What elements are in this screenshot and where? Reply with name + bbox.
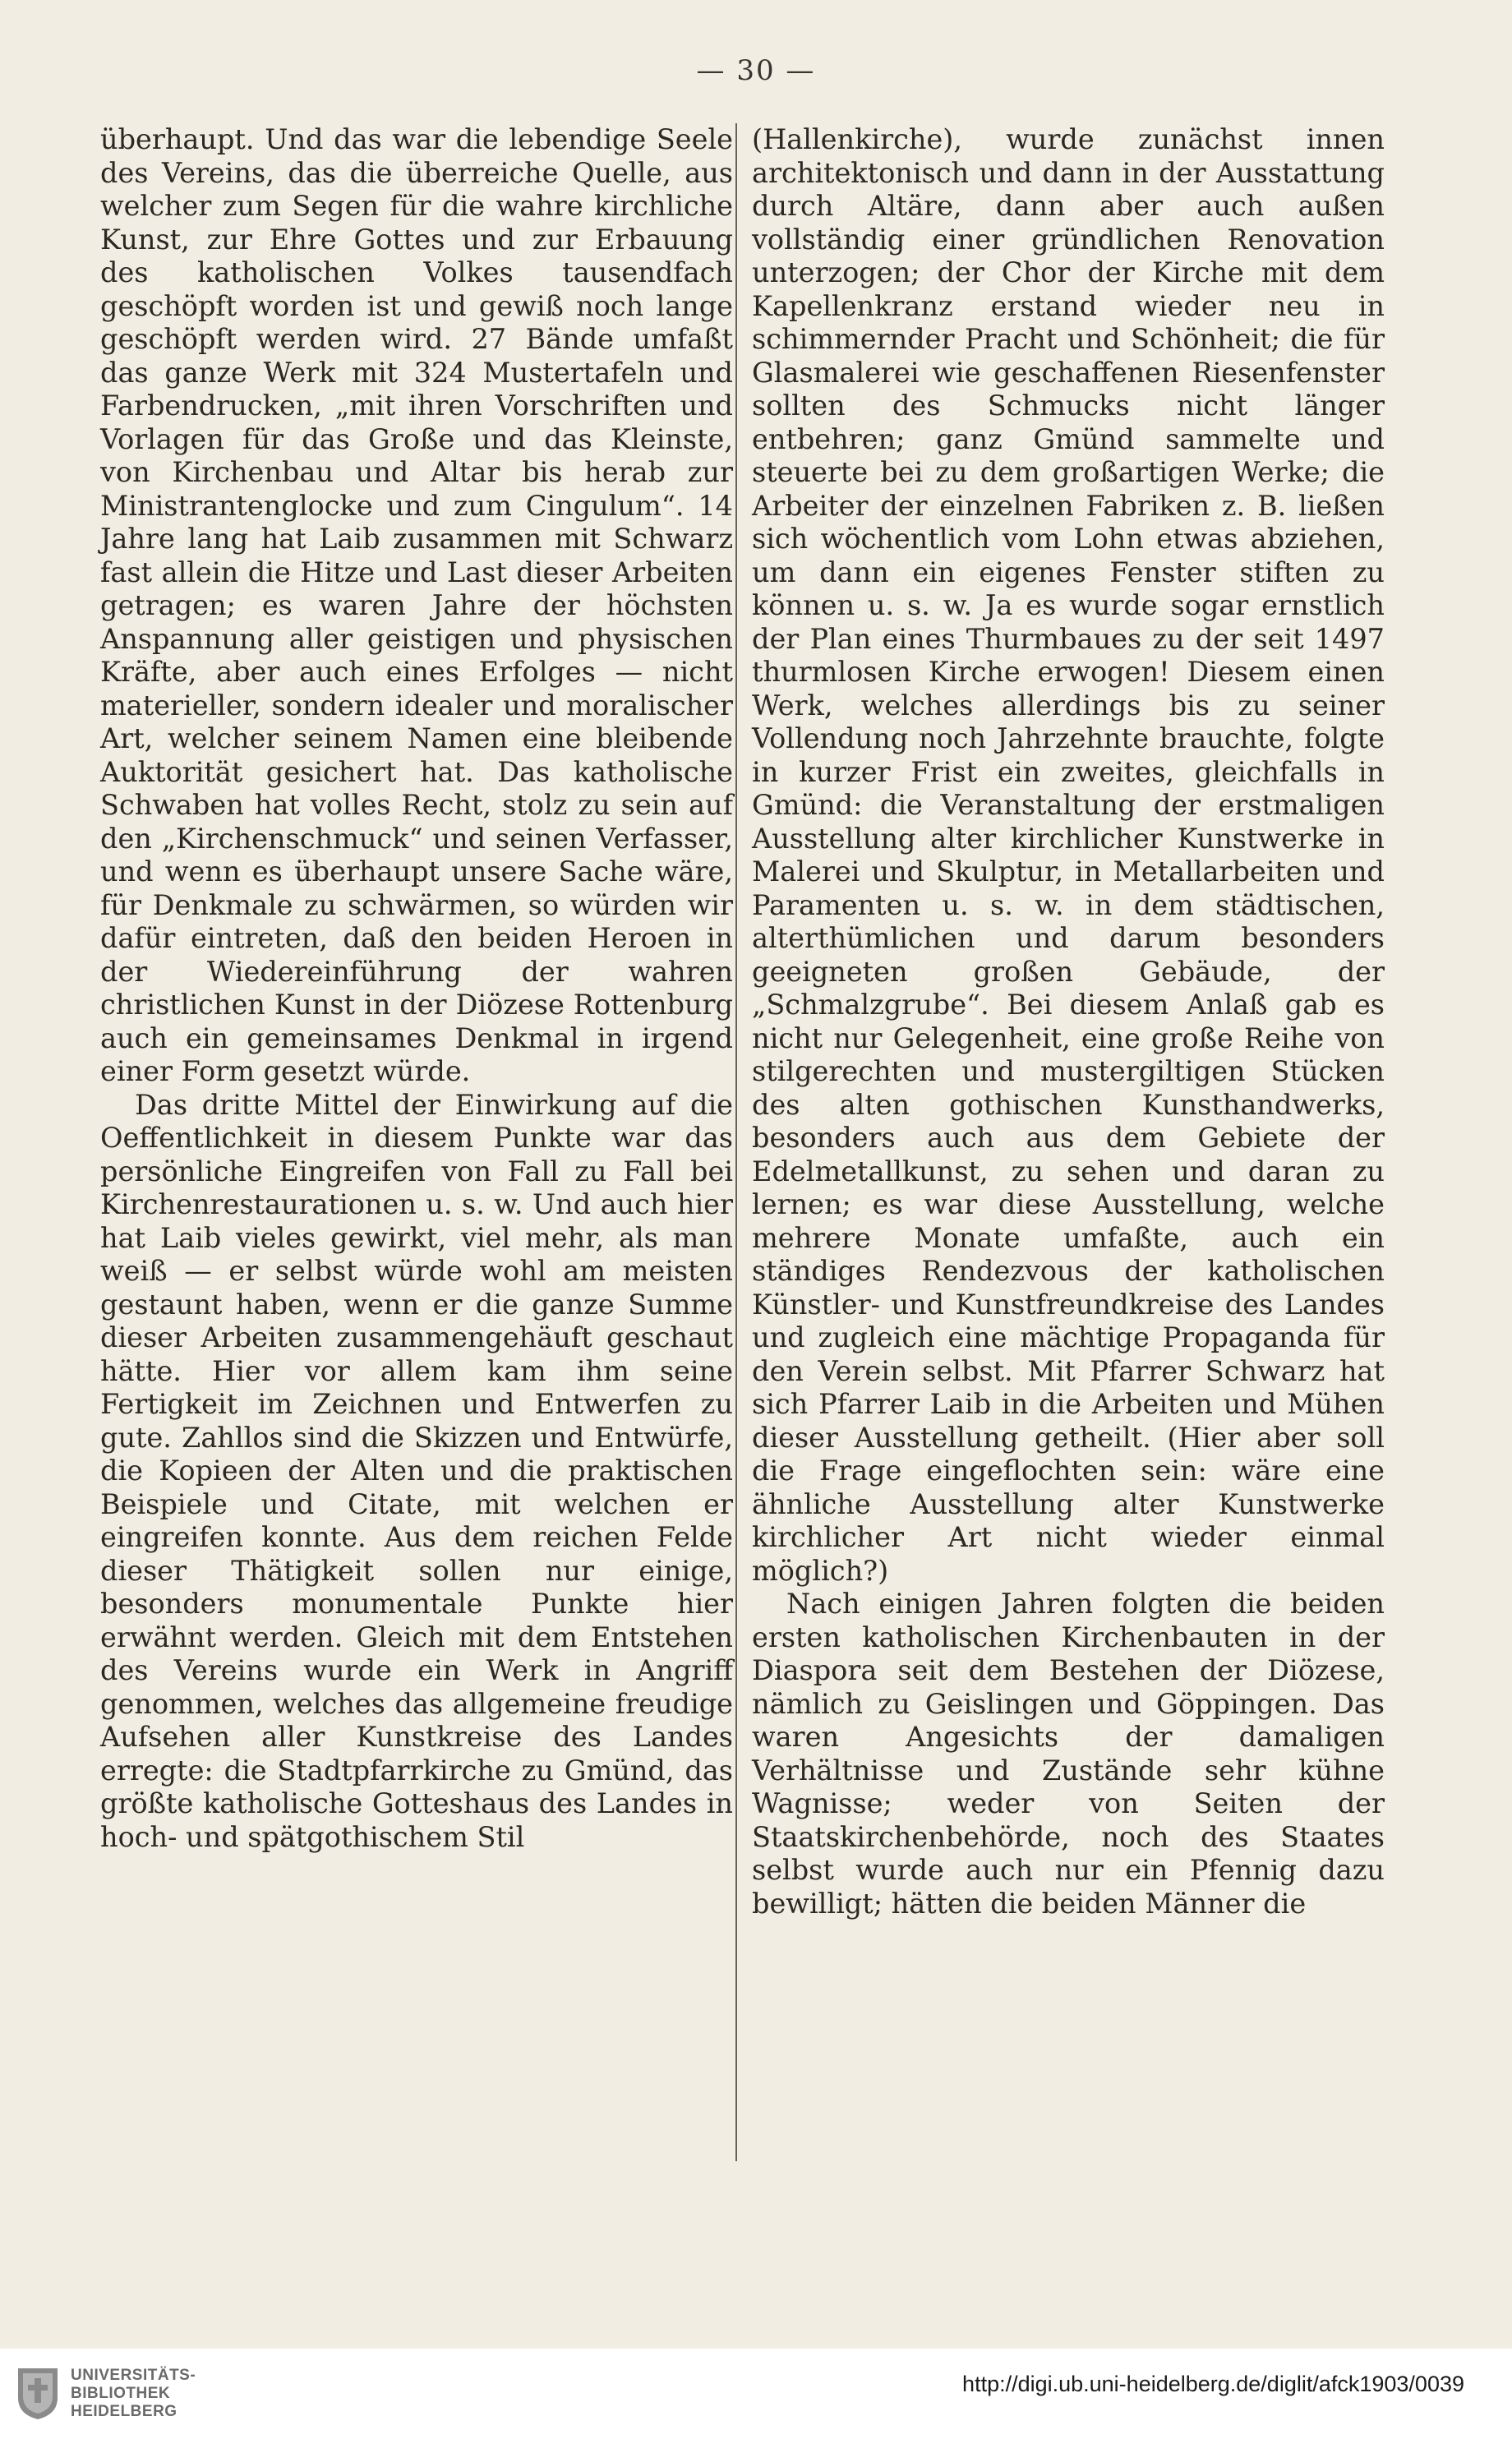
- text-column-left: [100, 123, 733, 1854]
- library-name-line: HEIDELBERG: [71, 2403, 177, 2420]
- library-name-line: UNIVERSITÄTS-: [71, 2367, 196, 2384]
- page-number: — 30 —: [696, 54, 816, 87]
- library-name-line: BIBLIOTHEK: [71, 2385, 171, 2402]
- university-seal-icon: [15, 2365, 61, 2421]
- paragraph: überhaupt. Und das war die lebendige Seele des Vereins, das die überreiche Quelle, aus welcher zum Segen für die wahre kirchliche Kunst, zur Ehre Gottes und zur Erbauung des katholischen Volkes tausendfach geschöpft worden ist und gewiß noch lange geschöpft werden wird. 27 Bände umfaßt das ganze Werk mit 324 Mustertafeln und Farbendrucken, „mit ihren Vorschriften und Vorlagen für das Große und das Kleinste, von Kirchenbau und Altar bis herab zur Ministrantenglocke und zum Cingulum“. 14 Jahre lang hat Laib zusammen mit Schwarz fast allein die Hitze und Last dieser Arbeiten getragen; es waren Jahre der höchsten Anspannung aller geistigen und physischen Kräfte, aber auch eines Erfolges — nicht materieller, sondern idealer und moralischer Art, welcher seinem Namen eine bleibende Auktorität gesichert hat. Das katholische Schwaben hat volles Recht, stolz zu sein auf den „Kirchenschmuck“ und seinen Verfasser, und wenn es überhaupt unsere Sache wäre, für Denkmale zu schwärmen, so würden wir dafür eintreten, daß den beiden Heroen in der Wiedereinführung der wahren christlichen Kunst in der Diözese Rottenburg auch ein gemeinsames Denkmal in irgend einer Form gesetzt würde.: [100, 123, 733, 1087]
- column-divider: [735, 123, 737, 2161]
- library-name: [71, 2367, 196, 2421]
- paragraph: Nach einigen Jahren folgten die beiden ersten katholischen Kirchenbauten in der Diaspora seit dem Bestehen der Diözese, nämlich zu Geislingen und Göppingen. Das waren Angesichts der damaligen Verhältnisse und Zustände sehr kühne Wagnisse; weder von Seiten der Staatskirchenbehörde, noch des Staates selbst wurde auch nur ein Pfennig dazu bewilligt; hätten die beiden Männer die: [752, 1588, 1385, 1920]
- paragraph: Das dritte Mittel der Einwirkung auf die Oeffentlichkeit in diesem Punkte war das persönliche Eingreifen von Fall zu Fall bei Kirchenrestaurationen u. s. w. Und auch hier hat Laib vieles gewirkt, viel mehr, als man weiß — er selbst würde wohl am meisten gestaunt haben, wenn er die ganze Summe dieser Arbeiten zusammengehäuft geschaut hätte. Hier vor allem kam ihm seine Fertigkeit im Zeichnen und Entwerfen zu gute. Zahllos sind die Skizzen und Entwürfe, die Kopieen der Alten und die praktischen Beispiele und Citate, mit welchen er eingreifen konnte. Aus dem reichen Felde dieser Thätigkeit sollen nur einige, besonders monumentale Punkte hier erwähnt werden. Gleich mit dem Entstehen des Vereins wurde ein Werk in Angriff genommen, welches das allgemeine freudige Aufsehen aller Kunstkreise des Landes erregte: die Stadtpfarrkirche zu Gmünd, das größte katholische Gotteshaus des Landes in hoch- und spätgothischem Stil: [100, 1088, 733, 1853]
- text-column-right: [752, 123, 1385, 1920]
- source-url-link[interactable]: http://digi.ub.uni-heidelberg.de/diglit/afck1903/0039: [962, 2372, 1464, 2396]
- paragraph: (Hallenkirche), wurde zunächst innen architektonisch und dann in der Ausstattung durch Altäre, dann aber auch außen vollständig einer gründlichen Renovation unterzogen; der Chor der Kirche mit dem Kapellenkranz erstand wieder neu in schimmernder Pracht und Schönheit; die für Glasmalerei wie geschaffenen Riesenfenster sollten des Schmucks nicht länger entbehren; ganz Gmünd sammelte und steuerte bei zu dem großartigen Werke; die Arbeiter der einzelnen Fabriken z. B. ließen sich wöchentlich vom Lohn etwas abziehen, um dann ein eigenes Fenster stiften zu können u. s. w. Ja es wurde sogar ernstlich der Plan eines Thurmbaues zu der seit 1497 thurmlosen Kirche erwogen! Diesem einen Werk, welches allerdings bis zu seiner Vollendung noch Jahrzehnte brauchte, folgte in kurzer Frist ein zweites, gleichfalls in Gmünd: die Veranstaltung der erstmaligen Ausstellung alter kirchlicher Kunstwerke in Malerei und Skulptur, in Metallarbeiten und Paramenten u. s. w. in dem städtischen, alterthümlichen und darum besonders geeigneten großen Gebäude, der „Schmalzgrube“. Bei diesem Anlaß gab es nicht nur Gelegenheit, eine große Reihe von stilgerechten und mustergiltigen Stücken des alten gothischen Kunsthandwerks, besonders auch aus dem Gebiete der Edelmetallkunst, zu sehen und daran zu lernen; es war diese Ausstellung, welche mehrere Monate umfaßte, auch ein ständiges Rendezvous der katholischen Künstler- und Kunstfreundkreise des Landes und zugleich eine mächtige Propaganda für den Verein selbst. Mit Pfarrer Schwarz hat sich Pfarrer Laib in die Arbeiten und Mühen dieser Ausstellung getheilt. (Hier aber soll die Frage eingeflochten sein: wäre eine ähnliche Ausstellung alter Kunstwerke kirchlicher Art nicht wieder einmal möglich?): [752, 123, 1385, 1587]
